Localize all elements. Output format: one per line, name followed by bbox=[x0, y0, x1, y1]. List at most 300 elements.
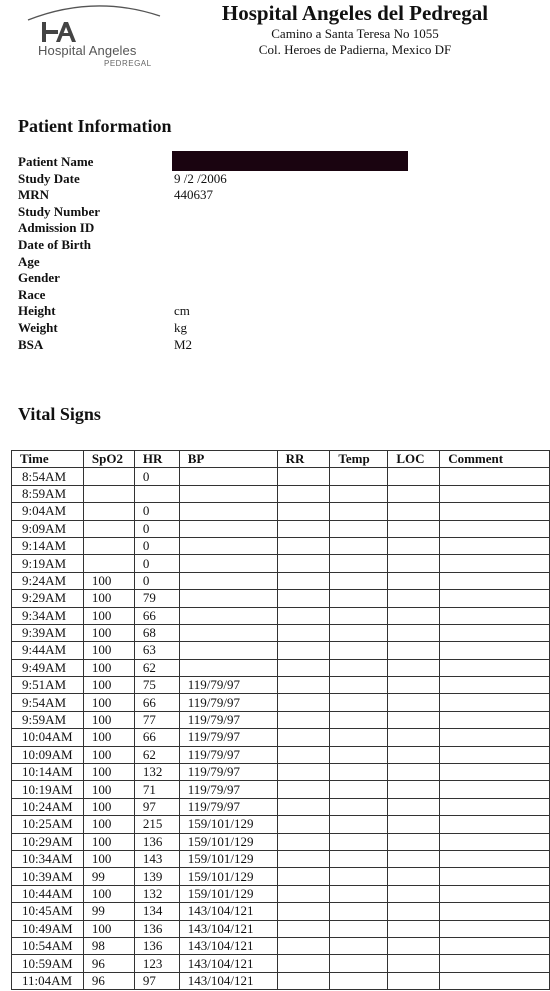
cell-bp bbox=[179, 642, 277, 659]
cell-bp: 119/79/97 bbox=[179, 781, 277, 798]
cell-temp bbox=[330, 885, 388, 902]
cell-rr bbox=[277, 572, 330, 589]
cell-loc bbox=[388, 955, 440, 972]
table-row bbox=[12, 798, 550, 815]
cell-loc bbox=[388, 850, 440, 867]
cell-time: 8:54AM bbox=[12, 468, 84, 485]
cell-time: 10:04AM bbox=[12, 729, 84, 746]
table-row bbox=[12, 711, 550, 728]
cell-temp bbox=[330, 468, 388, 485]
field-height bbox=[18, 303, 418, 320]
cell-time: 9:34AM bbox=[12, 607, 84, 624]
cell-loc bbox=[388, 764, 440, 781]
cell-hr: 97 bbox=[134, 972, 179, 989]
table-row bbox=[12, 885, 550, 902]
cell-hr: 63 bbox=[134, 642, 179, 659]
cell-time: 10:44AM bbox=[12, 885, 84, 902]
cell-time: 8:59AM bbox=[12, 485, 84, 502]
cell-comment bbox=[440, 833, 550, 850]
field-value: 9 /2 /2006 bbox=[174, 170, 227, 186]
cell-loc bbox=[388, 746, 440, 763]
cell-bp bbox=[179, 607, 277, 624]
cell-temp bbox=[330, 572, 388, 589]
cell-hr: 0 bbox=[134, 520, 179, 537]
field-weight bbox=[18, 320, 418, 337]
cell-comment bbox=[440, 468, 550, 485]
cell-loc bbox=[388, 468, 440, 485]
cell-bp: 143/104/121 bbox=[179, 972, 277, 989]
cell-temp bbox=[330, 503, 388, 520]
field-label: Gender bbox=[18, 270, 60, 286]
cell-comment bbox=[440, 607, 550, 624]
field-label: Date of Birth bbox=[18, 236, 91, 252]
cell-comment bbox=[440, 816, 550, 833]
cell-temp bbox=[330, 937, 388, 954]
cell-spo2: 100 bbox=[83, 833, 134, 850]
cell-spo2: 99 bbox=[83, 903, 134, 920]
cell-rr bbox=[277, 537, 330, 554]
table-row bbox=[12, 485, 550, 502]
cell-rr bbox=[277, 694, 330, 711]
table-row bbox=[12, 955, 550, 972]
cell-comment bbox=[440, 798, 550, 815]
cell-rr bbox=[277, 520, 330, 537]
patient-name-redaction bbox=[172, 151, 408, 171]
cell-temp bbox=[330, 729, 388, 746]
table-row bbox=[12, 555, 550, 572]
table-row bbox=[12, 746, 550, 763]
field-bsa bbox=[18, 337, 418, 354]
table-row bbox=[12, 868, 550, 885]
field-admission-id bbox=[18, 220, 418, 237]
cell-spo2: 99 bbox=[83, 868, 134, 885]
cell-loc bbox=[388, 537, 440, 554]
cell-loc bbox=[388, 868, 440, 885]
cell-rr bbox=[277, 624, 330, 641]
field-study-number bbox=[18, 204, 418, 221]
cell-temp bbox=[330, 677, 388, 694]
cell-comment bbox=[440, 590, 550, 607]
cell-rr bbox=[277, 937, 330, 954]
cell-rr bbox=[277, 972, 330, 989]
cell-temp bbox=[330, 920, 388, 937]
cell-bp: 119/79/97 bbox=[179, 746, 277, 763]
field-label: Admission ID bbox=[18, 220, 95, 236]
cell-bp: 119/79/97 bbox=[179, 711, 277, 728]
cell-loc bbox=[388, 642, 440, 659]
table-row bbox=[12, 903, 550, 920]
cell-comment bbox=[440, 729, 550, 746]
cell-spo2: 100 bbox=[83, 764, 134, 781]
cell-temp bbox=[330, 833, 388, 850]
table-row bbox=[12, 590, 550, 607]
cell-time: 10:24AM bbox=[12, 798, 84, 815]
cell-rr bbox=[277, 503, 330, 520]
cell-time: 9:09AM bbox=[12, 520, 84, 537]
cell-comment bbox=[440, 903, 550, 920]
cell-comment bbox=[440, 642, 550, 659]
cell-hr: 62 bbox=[134, 746, 179, 763]
cell-spo2 bbox=[83, 468, 134, 485]
cell-comment bbox=[440, 572, 550, 589]
cell-loc bbox=[388, 833, 440, 850]
cell-temp bbox=[330, 972, 388, 989]
cell-comment bbox=[440, 920, 550, 937]
col-header-temp: Temp bbox=[330, 451, 388, 468]
cell-loc bbox=[388, 885, 440, 902]
cell-hr: 0 bbox=[134, 468, 179, 485]
cell-time: 10:19AM bbox=[12, 781, 84, 798]
cell-spo2: 100 bbox=[83, 590, 134, 607]
table-row bbox=[12, 850, 550, 867]
cell-spo2: 100 bbox=[83, 816, 134, 833]
cell-rr bbox=[277, 590, 330, 607]
cell-hr: 143 bbox=[134, 850, 179, 867]
cell-time: 10:59AM bbox=[12, 955, 84, 972]
cell-time: 10:45AM bbox=[12, 903, 84, 920]
cell-bp: 119/79/97 bbox=[179, 694, 277, 711]
field-label: Race bbox=[18, 286, 46, 302]
cell-spo2: 98 bbox=[83, 937, 134, 954]
cell-time: 9:04AM bbox=[12, 503, 84, 520]
cell-spo2: 100 bbox=[83, 677, 134, 694]
cell-hr: 136 bbox=[134, 937, 179, 954]
field-race bbox=[18, 287, 418, 304]
patient-info-heading: Patient Information bbox=[18, 116, 172, 136]
cell-hr: 66 bbox=[134, 694, 179, 711]
table-row bbox=[12, 642, 550, 659]
cell-time: 10:25AM bbox=[12, 816, 84, 833]
cell-time: 9:54AM bbox=[12, 694, 84, 711]
cell-comment bbox=[440, 537, 550, 554]
cell-temp bbox=[330, 816, 388, 833]
cell-bp: 119/79/97 bbox=[179, 798, 277, 815]
cell-rr bbox=[277, 711, 330, 728]
cell-hr: 134 bbox=[134, 903, 179, 920]
cell-loc bbox=[388, 972, 440, 989]
cell-rr bbox=[277, 659, 330, 676]
field-value: cm bbox=[174, 303, 190, 319]
cell-comment bbox=[440, 764, 550, 781]
cell-bp: 159/101/129 bbox=[179, 833, 277, 850]
cell-comment bbox=[440, 503, 550, 520]
field-gender bbox=[18, 270, 418, 287]
cell-rr bbox=[277, 798, 330, 815]
cell-comment bbox=[440, 624, 550, 641]
cell-hr: 66 bbox=[134, 607, 179, 624]
cell-time: 10:29AM bbox=[12, 833, 84, 850]
cell-temp bbox=[330, 694, 388, 711]
cell-temp bbox=[330, 746, 388, 763]
cell-loc bbox=[388, 711, 440, 728]
vital-signs-heading: Vital Signs bbox=[18, 404, 101, 424]
table-row bbox=[12, 659, 550, 676]
field-label: Study Date bbox=[18, 170, 80, 186]
logo-subtitle: PEDREGAL bbox=[104, 59, 152, 68]
cell-hr: 0 bbox=[134, 555, 179, 572]
cell-loc bbox=[388, 729, 440, 746]
cell-comment bbox=[440, 555, 550, 572]
cell-bp: 159/101/129 bbox=[179, 816, 277, 833]
cell-bp bbox=[179, 485, 277, 502]
col-header-comment: Comment bbox=[440, 451, 550, 468]
cell-bp: 143/104/121 bbox=[179, 903, 277, 920]
cell-hr: 136 bbox=[134, 833, 179, 850]
field-study-date bbox=[18, 171, 418, 188]
hospital-logo bbox=[24, 2, 164, 72]
cell-spo2 bbox=[83, 555, 134, 572]
cell-hr: 123 bbox=[134, 955, 179, 972]
field-label: MRN bbox=[18, 187, 50, 203]
cell-bp: 143/104/121 bbox=[179, 937, 277, 954]
cell-temp bbox=[330, 850, 388, 867]
cell-bp: 159/101/129 bbox=[179, 885, 277, 902]
cell-rr bbox=[277, 607, 330, 624]
cell-comment bbox=[440, 485, 550, 502]
col-header-time: Time bbox=[12, 451, 84, 468]
cell-temp bbox=[330, 520, 388, 537]
logo-name: Hospital Angeles bbox=[38, 43, 137, 58]
cell-spo2: 100 bbox=[83, 729, 134, 746]
vital-signs-table bbox=[11, 450, 550, 990]
cell-spo2: 96 bbox=[83, 972, 134, 989]
field-age bbox=[18, 254, 418, 271]
cell-comment bbox=[440, 885, 550, 902]
cell-time: 9:29AM bbox=[12, 590, 84, 607]
cell-time: 9:59AM bbox=[12, 711, 84, 728]
cell-rr bbox=[277, 468, 330, 485]
cell-spo2: 100 bbox=[83, 746, 134, 763]
cell-rr bbox=[277, 764, 330, 781]
cell-rr bbox=[277, 955, 330, 972]
cell-hr: 66 bbox=[134, 729, 179, 746]
table-header-row bbox=[12, 451, 550, 468]
cell-loc bbox=[388, 816, 440, 833]
cell-hr: 0 bbox=[134, 537, 179, 554]
cell-bp bbox=[179, 659, 277, 676]
cell-comment bbox=[440, 937, 550, 954]
cell-bp: 143/104/121 bbox=[179, 920, 277, 937]
cell-spo2: 100 bbox=[83, 850, 134, 867]
field-value: kg bbox=[174, 319, 187, 335]
col-header-loc: LOC bbox=[388, 451, 440, 468]
field-label: BSA bbox=[18, 336, 44, 352]
cell-time: 9:24AM bbox=[12, 572, 84, 589]
patient-info-list bbox=[18, 154, 418, 353]
col-header-rr: RR bbox=[277, 451, 330, 468]
cell-temp bbox=[330, 624, 388, 641]
cell-rr bbox=[277, 920, 330, 937]
table-row bbox=[12, 607, 550, 624]
cell-time: 9:19AM bbox=[12, 555, 84, 572]
col-header-bp: BP bbox=[179, 451, 277, 468]
address-line-2: Col. Heroes de Padierna, Mexico DF bbox=[258, 42, 452, 57]
cell-bp bbox=[179, 590, 277, 607]
table-row bbox=[12, 937, 550, 954]
cell-time: 9:14AM bbox=[12, 537, 84, 554]
cell-rr bbox=[277, 903, 330, 920]
cell-time: 10:34AM bbox=[12, 850, 84, 867]
cell-rr bbox=[277, 555, 330, 572]
cell-spo2: 100 bbox=[83, 642, 134, 659]
cell-time: 10:09AM bbox=[12, 746, 84, 763]
cell-time: 10:39AM bbox=[12, 868, 84, 885]
cell-bp bbox=[179, 468, 277, 485]
cell-hr: 77 bbox=[134, 711, 179, 728]
cell-time: 11:04AM bbox=[12, 972, 84, 989]
cell-bp bbox=[179, 555, 277, 572]
cell-time: 10:14AM bbox=[12, 764, 84, 781]
cell-spo2: 100 bbox=[83, 885, 134, 902]
cell-rr bbox=[277, 781, 330, 798]
cell-hr: 132 bbox=[134, 764, 179, 781]
cell-time: 9:51AM bbox=[12, 677, 84, 694]
cell-hr: 79 bbox=[134, 590, 179, 607]
cell-loc bbox=[388, 485, 440, 502]
cell-hr: 215 bbox=[134, 816, 179, 833]
table-row bbox=[12, 972, 550, 989]
cell-bp bbox=[179, 624, 277, 641]
cell-spo2 bbox=[83, 503, 134, 520]
field-date-of-birth bbox=[18, 237, 418, 254]
field-mrn bbox=[18, 187, 418, 204]
cell-bp bbox=[179, 520, 277, 537]
cell-spo2: 100 bbox=[83, 920, 134, 937]
cell-temp bbox=[330, 590, 388, 607]
cell-hr: 68 bbox=[134, 624, 179, 641]
cell-spo2: 100 bbox=[83, 694, 134, 711]
table-row bbox=[12, 572, 550, 589]
cell-comment bbox=[440, 850, 550, 867]
cell-loc bbox=[388, 694, 440, 711]
cell-hr: 75 bbox=[134, 677, 179, 694]
cell-comment bbox=[440, 659, 550, 676]
cell-rr bbox=[277, 868, 330, 885]
table-row bbox=[12, 764, 550, 781]
cell-hr: 132 bbox=[134, 885, 179, 902]
cell-spo2 bbox=[83, 485, 134, 502]
cell-comment bbox=[440, 520, 550, 537]
cell-temp bbox=[330, 555, 388, 572]
field-label: Age bbox=[18, 253, 40, 269]
field-label: Height bbox=[18, 303, 56, 319]
cell-loc bbox=[388, 659, 440, 676]
table-row bbox=[12, 781, 550, 798]
table-row bbox=[12, 729, 550, 746]
table-row bbox=[12, 468, 550, 485]
vital-signs-body bbox=[12, 468, 550, 990]
cell-comment bbox=[440, 781, 550, 798]
cell-bp: 119/79/97 bbox=[179, 729, 277, 746]
cell-temp bbox=[330, 903, 388, 920]
cell-spo2 bbox=[83, 520, 134, 537]
cell-rr bbox=[277, 677, 330, 694]
cell-spo2: 100 bbox=[83, 798, 134, 815]
cell-bp bbox=[179, 572, 277, 589]
table-row bbox=[12, 520, 550, 537]
cell-hr: 139 bbox=[134, 868, 179, 885]
cell-hr: 62 bbox=[134, 659, 179, 676]
cell-temp bbox=[330, 537, 388, 554]
cell-time: 10:54AM bbox=[12, 937, 84, 954]
cell-comment bbox=[440, 711, 550, 728]
cell-bp: 159/101/129 bbox=[179, 868, 277, 885]
cell-loc bbox=[388, 555, 440, 572]
cell-loc bbox=[388, 590, 440, 607]
table-row bbox=[12, 833, 550, 850]
cell-temp bbox=[330, 485, 388, 502]
cell-temp bbox=[330, 642, 388, 659]
table-row bbox=[12, 503, 550, 520]
cell-hr: 97 bbox=[134, 798, 179, 815]
cell-rr bbox=[277, 746, 330, 763]
cell-rr bbox=[277, 850, 330, 867]
cell-spo2: 100 bbox=[83, 711, 134, 728]
cell-temp bbox=[330, 955, 388, 972]
cell-loc bbox=[388, 781, 440, 798]
cell-time: 9:44AM bbox=[12, 642, 84, 659]
cell-comment bbox=[440, 746, 550, 763]
table-row bbox=[12, 537, 550, 554]
cell-temp bbox=[330, 607, 388, 624]
cell-comment bbox=[440, 694, 550, 711]
cell-spo2 bbox=[83, 537, 134, 554]
cell-spo2: 100 bbox=[83, 607, 134, 624]
cell-bp bbox=[179, 537, 277, 554]
cell-temp bbox=[330, 711, 388, 728]
table-row bbox=[12, 920, 550, 937]
field-label: Study Number bbox=[18, 203, 100, 219]
cell-loc bbox=[388, 503, 440, 520]
cell-bp bbox=[179, 503, 277, 520]
cell-hr: 0 bbox=[134, 503, 179, 520]
cell-rr bbox=[277, 729, 330, 746]
cell-comment bbox=[440, 868, 550, 885]
field-label: Weight bbox=[18, 319, 58, 335]
cell-spo2: 96 bbox=[83, 955, 134, 972]
col-header-spo2: SpO2 bbox=[83, 451, 134, 468]
cell-loc bbox=[388, 520, 440, 537]
cell-loc bbox=[388, 798, 440, 815]
hospital-title: Hospital Angeles del Pedregal bbox=[221, 1, 489, 25]
cell-loc bbox=[388, 607, 440, 624]
cell-loc bbox=[388, 572, 440, 589]
cell-loc bbox=[388, 624, 440, 641]
cell-rr bbox=[277, 642, 330, 659]
cell-rr bbox=[277, 833, 330, 850]
address-line-1: Camino a Santa Teresa No 1055 bbox=[271, 26, 439, 41]
cell-spo2: 100 bbox=[83, 572, 134, 589]
cell-temp bbox=[330, 781, 388, 798]
cell-loc bbox=[388, 677, 440, 694]
cell-rr bbox=[277, 816, 330, 833]
cell-temp bbox=[330, 659, 388, 676]
field-value: M2 bbox=[174, 336, 193, 352]
cell-spo2: 100 bbox=[83, 659, 134, 676]
cell-hr: 136 bbox=[134, 920, 179, 937]
col-header-hr: HR bbox=[134, 451, 179, 468]
cell-rr bbox=[277, 885, 330, 902]
table-row bbox=[12, 694, 550, 711]
cell-time: 10:49AM bbox=[12, 920, 84, 937]
cell-comment bbox=[440, 955, 550, 972]
cell-loc bbox=[388, 920, 440, 937]
document-header bbox=[200, 0, 510, 58]
cell-hr: 0 bbox=[134, 572, 179, 589]
ha-monogram-icon bbox=[40, 20, 84, 44]
field-label: Patient Name bbox=[18, 154, 94, 169]
cell-bp: 159/101/129 bbox=[179, 850, 277, 867]
